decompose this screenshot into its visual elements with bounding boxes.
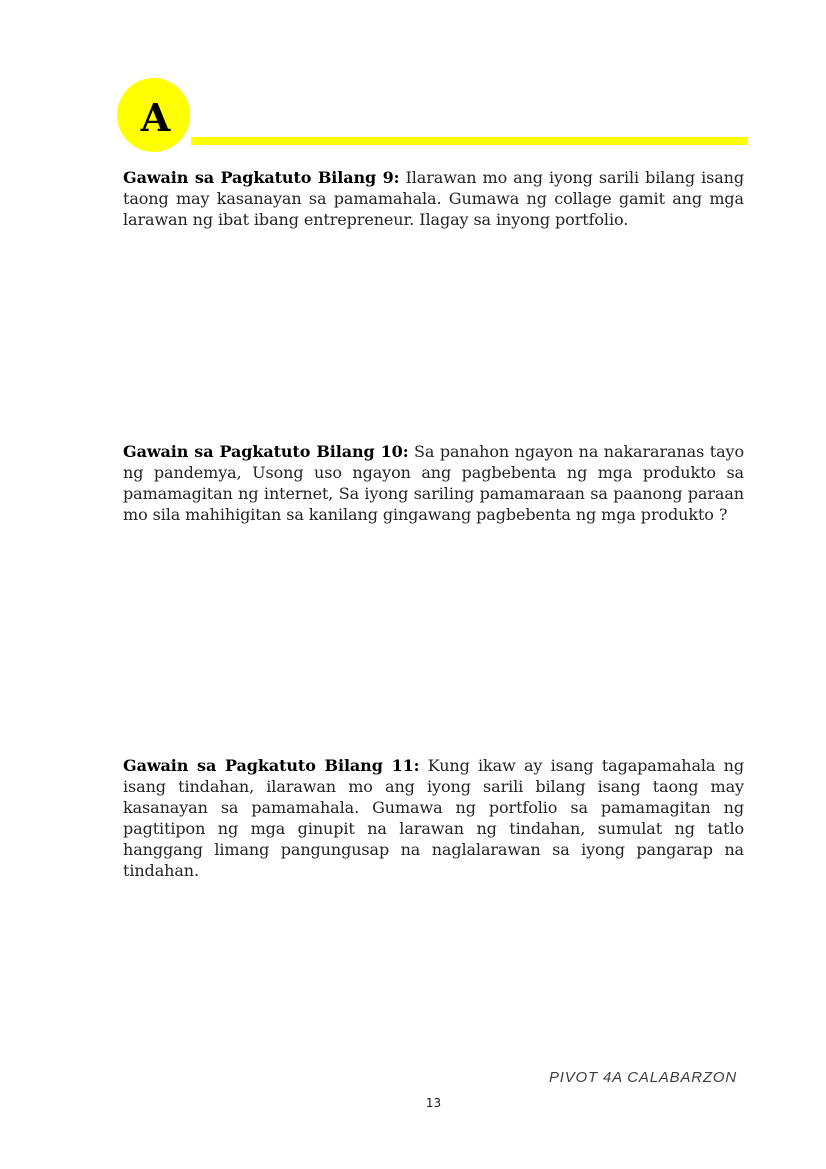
section-badge [117,78,190,152]
activity-9-paragraph [123,167,744,230]
activity-9-text: Ilarawan mo ang iyong sarili bilang isang taong may kasanayan sa pamamahala. Gumawa ng collage gamit ang mga larawan ng ibat ibang entrepreneur. Ilagay sa inyong portfolio. [123,168,744,229]
activity-9-label: Gawain sa Pagkatuto Bilang 9: [123,168,400,187]
page-number: 13 [425,1096,442,1110]
activity-10-text: Sa panahon ngayon na nakararanas tayo ng pandemya, Usong uso ngayon ang pagbebenta ng mga produkto sa pamamagitan ng internet, Sa iyong sariling pamamaraan sa paanong paraan mo sila mahihigitan sa kanilang gingawang pagbebenta ng mga produkto ? [123,442,745,524]
activity-11-text: Kung ikaw ay isang tagapamahala ng isang tindahan, ilarawan mo ang iyong sarili bilang isang taong may kasanayan sa pamamahala. Gumawa ng portfolio sa pamamagitan ng pagtitipon ng mga ginupit na larawan ng tindahan, sumulat ng tatlo hanggang limang pangungusap na naglalarawan sa iyong pangarap na tindahan. [123,756,744,880]
header-rule [191,137,748,145]
activity-10-label: Gawain sa Pagkatuto Bilang 10: [123,442,409,461]
activity-11-paragraph [123,755,744,881]
activity-11-label: Gawain sa Pagkatuto Bilang 11: [123,756,420,775]
section-badge-letter: A [140,95,171,140]
activity-10-paragraph [123,441,744,525]
footer-brand: PIVOT 4A CALABARZON [548,1069,737,1086]
